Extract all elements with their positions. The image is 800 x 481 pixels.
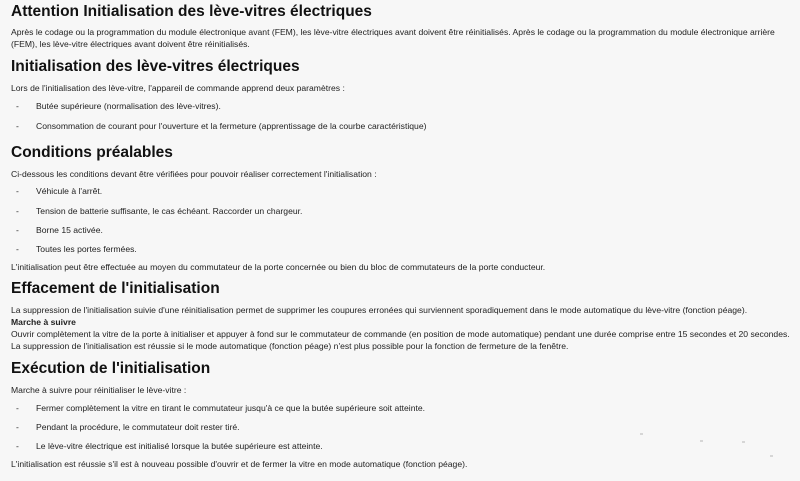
list-marker: - xyxy=(16,121,19,131)
conditions-title: Conditions préalables xyxy=(11,144,173,161)
list-item xyxy=(16,101,221,112)
list-item-text: Pendant la procédure, le commutateur doit rester tiré. xyxy=(36,422,240,432)
effacement-subhead: Marche à suivre xyxy=(11,317,76,327)
attention-title: Attention Initialisation des lève-vitres électriques xyxy=(11,3,372,20)
list-item-text: Véhicule à l'arrêt. xyxy=(36,186,103,196)
effacement-text: La suppression de l'initialisation suivie d'une réinitialisation permet de supprimer les coupures erronées qui surviennent sporadiquement dans le mode automatique du lève-vitre (fonction péage). xyxy=(11,305,748,315)
list-marker: - xyxy=(16,186,19,196)
execution-outro: L'initialisation est réussie s'il est à nouveau possible d'ouvrir et de fermer la vitre en mode automatique (fonction péage). xyxy=(11,459,468,469)
effacement-result: La suppression de l'initialisation est réussie si le mode automatique (fonction péage) n'est plus possible pour la fonction de fermeture de la fenêtre. xyxy=(11,341,569,351)
init-title: Initialisation des lève-vitres électriques xyxy=(11,58,300,75)
list-marker: - xyxy=(16,206,19,216)
list-marker: - xyxy=(16,101,19,111)
effacement-title: Effacement de l'initialisation xyxy=(11,280,220,297)
list-item-text: Tension de batterie suffisante, le cas échéant. Raccorder un chargeur. xyxy=(36,206,303,216)
list-item-text: Toutes les portes fermées. xyxy=(36,244,137,254)
effacement-step: Ouvrir complètement la vitre de la porte à initialiser et appuyer à fond sur le commutateur de commande (en position de mode automatique) pendant une durée comprise entre 15 secondes et 20 secondes. xyxy=(11,329,790,339)
list-item-text: Borne 15 activée. xyxy=(36,225,103,235)
list-item xyxy=(16,441,323,452)
attention-text-line2: (FEM), les lève-vitre électriques avant doivent être réinitialisés. xyxy=(11,39,250,49)
list-marker: - xyxy=(16,422,19,432)
scan-artifact xyxy=(700,440,703,442)
list-item xyxy=(16,206,302,217)
execution-intro: Marche à suivre pour réinitialiser le lève-vitre : xyxy=(11,385,187,395)
list-item xyxy=(16,244,137,255)
list-item xyxy=(16,422,240,433)
execution-title: Exécution de l'initialisation xyxy=(11,360,211,377)
list-marker: - xyxy=(16,244,19,254)
list-item-text: Butée supérieure (normalisation des lève-vitres). xyxy=(36,101,221,111)
list-item xyxy=(16,186,102,197)
scan-artifact xyxy=(640,433,643,435)
init-intro: Lors de l'initialisation des lève-vitre, l'appareil de commande apprend deux paramètres : xyxy=(11,83,345,93)
list-item xyxy=(16,121,426,132)
conditions-outro: L'initialisation peut être effectuée au moyen du commutateur de la porte concernée ou bien du bloc de commutateurs de la porte conducteur. xyxy=(11,262,546,272)
conditions-intro: Ci-dessous les conditions devant être vérifiées pour pouvoir réaliser correctement l'initialisation : xyxy=(11,169,377,179)
list-item-text: Consommation de courant pour l'ouverture et la fermeture (apprentissage de la courbe caractéristique) xyxy=(36,121,427,131)
list-item-text: Le lève-vitre électrique est initialisé lorsque la butée supérieure est atteinte. xyxy=(36,441,323,451)
scan-artifact xyxy=(770,455,773,457)
list-marker: - xyxy=(16,225,19,235)
scan-artifact xyxy=(742,441,745,443)
list-item-text: Fermer complètement la vitre en tirant le commutateur jusqu'à ce que la butée supérieure soit atteinte. xyxy=(36,403,426,413)
list-item xyxy=(16,403,425,414)
attention-text-line1: Après le codage ou la programmation du module électronique avant (FEM), les lève-vitre électriques avant doivent être réinitialisés. Après le codage ou la programmation du module électronique arrière xyxy=(11,27,775,37)
list-item xyxy=(16,225,103,236)
list-marker: - xyxy=(16,403,19,413)
list-marker: - xyxy=(16,441,19,451)
